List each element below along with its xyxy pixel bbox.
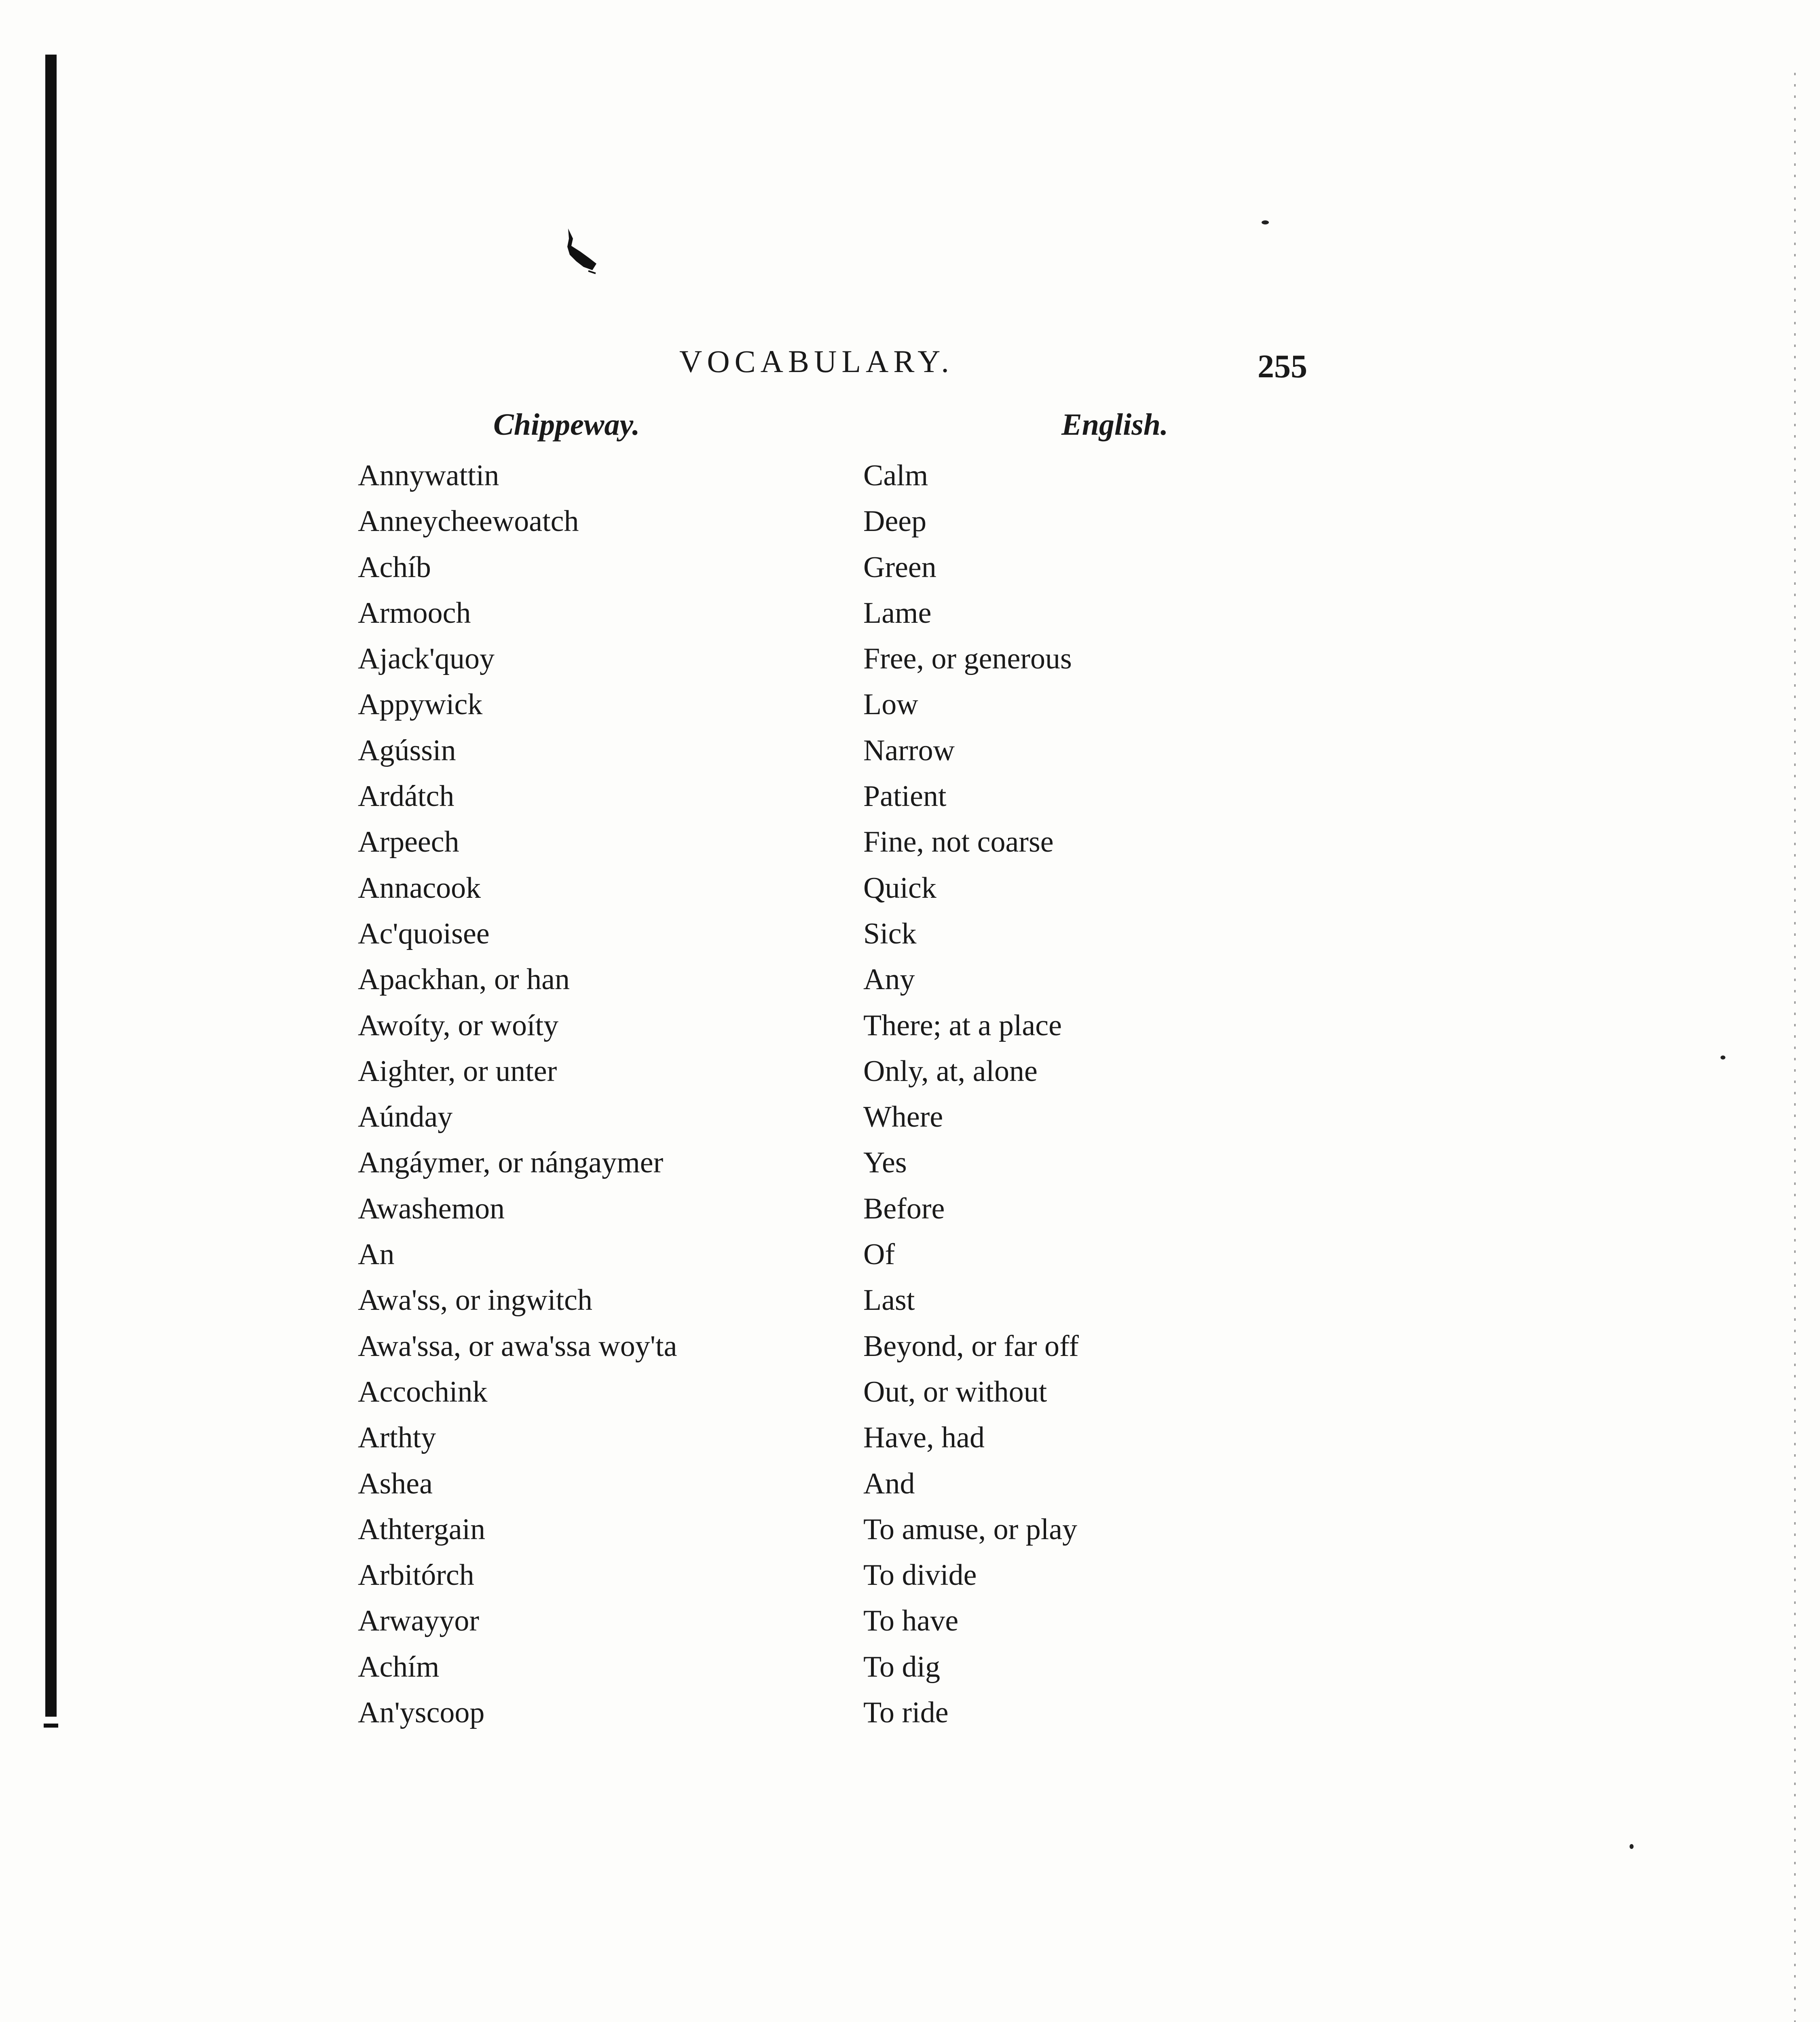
chippeway-word: Aúnday [358, 1100, 453, 1134]
vocabulary-row [0, 865, 1820, 911]
scan-edge-noise [1794, 73, 1796, 2022]
chippeway-word: Appywick [358, 688, 483, 721]
vocabulary-row [0, 1186, 1820, 1232]
vocabulary-row [0, 957, 1820, 1003]
english-word: Free, or generous [863, 642, 1072, 676]
english-word: Lame [863, 596, 932, 630]
vocabulary-row [0, 1690, 1820, 1736]
english-word: Narrow [863, 734, 955, 767]
english-word: Of [863, 1238, 895, 1271]
chippeway-word: An'yscoop [358, 1696, 485, 1730]
vocabulary-row [0, 728, 1820, 774]
english-word: Patient [863, 780, 947, 813]
column-heading-english: English. [1061, 408, 1169, 442]
vocabulary-row [0, 1232, 1820, 1277]
ink-blot-ornament [564, 226, 602, 275]
english-word: Low [863, 688, 918, 721]
vocabulary-row [0, 1507, 1820, 1552]
vocabulary-row [0, 636, 1820, 682]
english-word: To divide [863, 1559, 977, 1592]
running-head: VOCABULARY. [679, 344, 954, 379]
vocabulary-row [0, 1461, 1820, 1507]
page-number: 255 [1258, 348, 1307, 385]
vocabulary-row [0, 453, 1820, 499]
vocabulary-row [0, 1415, 1820, 1461]
column-heading-chippeway: Chippeway. [493, 408, 640, 442]
english-word: To ride [863, 1696, 949, 1730]
chippeway-word: Accochink [358, 1375, 488, 1409]
chippeway-word: Agússin [358, 734, 456, 767]
chippeway-word: An [358, 1238, 395, 1271]
english-word: Deep [863, 505, 927, 538]
vocabulary-list [0, 453, 1820, 1736]
english-word: Fine, not coarse [863, 825, 1054, 859]
vocabulary-row [0, 1598, 1820, 1644]
chippeway-word: Apackhan, or han [358, 963, 570, 996]
vocabulary-row [0, 1324, 1820, 1369]
chippeway-word: Arpeech [358, 825, 459, 859]
vocabulary-row [0, 1552, 1820, 1598]
scan-speck [1721, 1055, 1725, 1060]
vocabulary-row [0, 911, 1820, 957]
vocabulary-row [0, 1369, 1820, 1415]
chippeway-word: Awa'ssa, or awa'ssa woy'ta [358, 1329, 677, 1363]
vocabulary-row [0, 1277, 1820, 1323]
chippeway-word: Aighter, or unter [358, 1054, 557, 1088]
chippeway-word: Athtergain [358, 1512, 486, 1546]
vocabulary-row [0, 1644, 1820, 1690]
vocabulary-row [0, 819, 1820, 865]
chippeway-word: Annacook [358, 871, 481, 905]
vocabulary-row [0, 545, 1820, 590]
vocabulary-row [0, 499, 1820, 544]
chippeway-word: Awashemon [358, 1192, 505, 1225]
chippeway-word: Arbitórch [358, 1559, 474, 1592]
english-word: Before [863, 1192, 945, 1225]
chippeway-word: Anneycheewoatch [358, 505, 579, 538]
english-word: Any [863, 963, 915, 996]
chippeway-word: Arwayyor [358, 1604, 480, 1638]
vocabulary-row [0, 774, 1820, 819]
chippeway-word: Achíb [358, 550, 431, 584]
chippeway-word: Awa'ss, or ingwitch [358, 1284, 592, 1317]
english-word: To amuse, or play [863, 1512, 1078, 1546]
english-word: Only, at, alone [863, 1054, 1038, 1088]
chippeway-word: Ac'quoisee [358, 917, 490, 950]
chippeway-word: Arthty [358, 1421, 436, 1455]
vocabulary-row [0, 1003, 1820, 1049]
chippeway-word: Armooch [358, 596, 471, 630]
english-word: Green [863, 550, 936, 584]
chippeway-word: Angáymer, or nángaymer [358, 1146, 664, 1180]
english-word: Where [863, 1100, 943, 1134]
scan-speck [1630, 1844, 1634, 1849]
vocabulary-row [0, 1140, 1820, 1186]
english-word: Yes [863, 1146, 907, 1180]
english-word: There; at a place [863, 1009, 1062, 1042]
chippeway-word: Awoíty, or woíty [358, 1009, 559, 1042]
scan-speck [1262, 220, 1269, 224]
english-word: To have [863, 1604, 959, 1638]
vocabulary-row [0, 682, 1820, 728]
english-word: Last [863, 1284, 915, 1317]
vocabulary-row [0, 590, 1820, 636]
english-word: Have, had [863, 1421, 985, 1455]
chippeway-word: Ashea [358, 1467, 433, 1500]
english-word: Sick [863, 917, 917, 950]
english-word: Beyond, or far off [863, 1329, 1079, 1363]
vocabulary-row [0, 1094, 1820, 1140]
english-word: To dig [863, 1650, 941, 1684]
vocabulary-row [0, 1049, 1820, 1094]
english-word: Out, or without [863, 1375, 1047, 1409]
chippeway-word: Ardátch [358, 780, 454, 813]
english-word: Quick [863, 871, 936, 905]
english-word: Calm [863, 459, 928, 492]
chippeway-word: Annywattin [358, 459, 499, 492]
english-word: And [863, 1467, 915, 1500]
chippeway-word: Ajack'quoy [358, 642, 495, 676]
chippeway-word: Achím [358, 1650, 440, 1684]
